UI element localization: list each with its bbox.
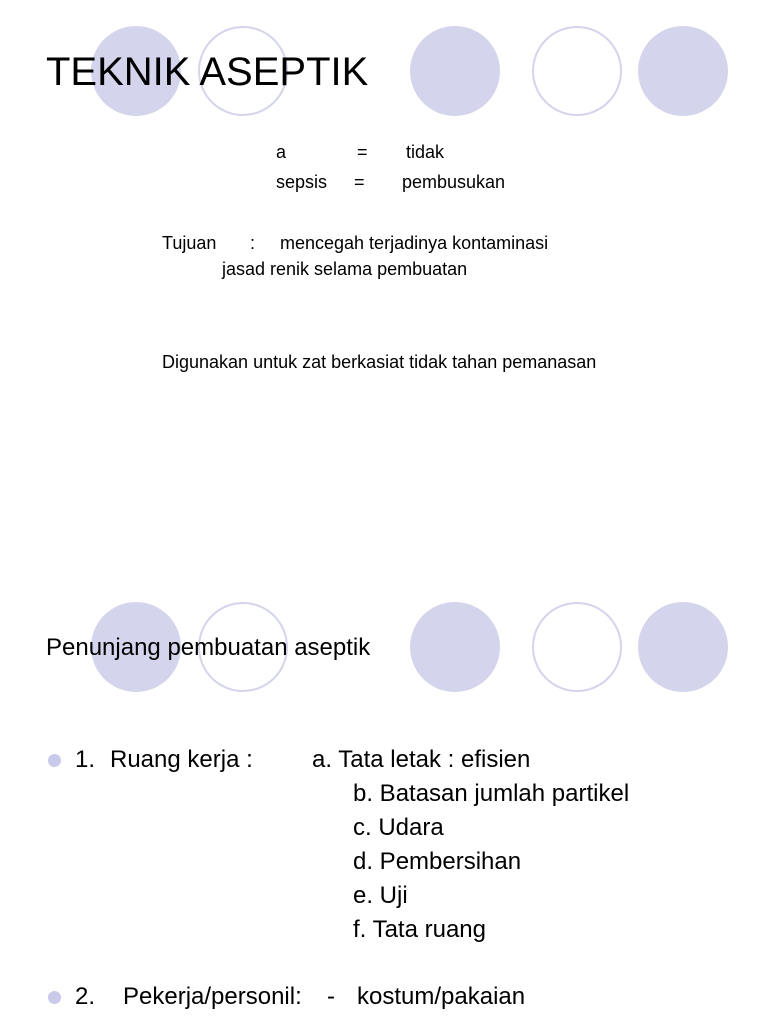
decor-circle-filled bbox=[410, 26, 500, 116]
bullet-icon bbox=[48, 754, 61, 767]
item2-label: Pekerja/personil: bbox=[123, 983, 302, 1010]
usage-text: Digunakan untuk zat berkasiat tidak tahan pemanasan bbox=[162, 352, 597, 372]
decor-circle-filled bbox=[638, 602, 728, 692]
item1-subitem: e. Uji bbox=[353, 882, 408, 909]
bullet-icon bbox=[48, 991, 61, 1004]
item1-subitem: b. Batasan jumlah partikel bbox=[353, 780, 630, 807]
item1-subitem: f. Tata ruang bbox=[353, 916, 486, 943]
purpose-text-line2: jasad renik selama pembuatan bbox=[222, 259, 468, 279]
slide-title: TEKNIK ASEPTIK bbox=[46, 50, 369, 94]
item2-number: 2. bbox=[75, 983, 96, 1010]
definition-term: a bbox=[276, 142, 287, 162]
purpose-colon: : bbox=[250, 233, 256, 253]
decor-circle-filled bbox=[410, 602, 500, 692]
item1-subitem: c. Udara bbox=[353, 814, 444, 841]
item2-dash: - bbox=[327, 983, 335, 1010]
definition-meaning: pembusukan bbox=[402, 172, 506, 192]
decor-circle-filled bbox=[638, 26, 728, 116]
definition-meaning: tidak bbox=[406, 142, 445, 162]
item1-number: 1. bbox=[75, 746, 96, 773]
definition-equals: = bbox=[357, 142, 368, 162]
purpose-label: Tujuan bbox=[162, 233, 217, 253]
definition-equals: = bbox=[354, 172, 365, 192]
item1-subitem: a. Tata letak : efisien bbox=[312, 746, 531, 773]
item2-first-subitem: kostum/pakaian bbox=[357, 983, 526, 1010]
definition-term: sepsis bbox=[276, 172, 328, 192]
item1-label: Ruang kerja : bbox=[110, 746, 253, 773]
decor-circle-ring bbox=[532, 602, 622, 692]
purpose-text-line1: mencegah terjadinya kontaminasi bbox=[280, 233, 549, 253]
slide-penunjang bbox=[0, 512, 768, 1024]
item1-subitem: d. Pembersihan bbox=[353, 848, 522, 875]
decor-circle-ring bbox=[532, 26, 622, 116]
slide-subtitle: Penunjang pembuatan aseptik bbox=[46, 634, 371, 661]
